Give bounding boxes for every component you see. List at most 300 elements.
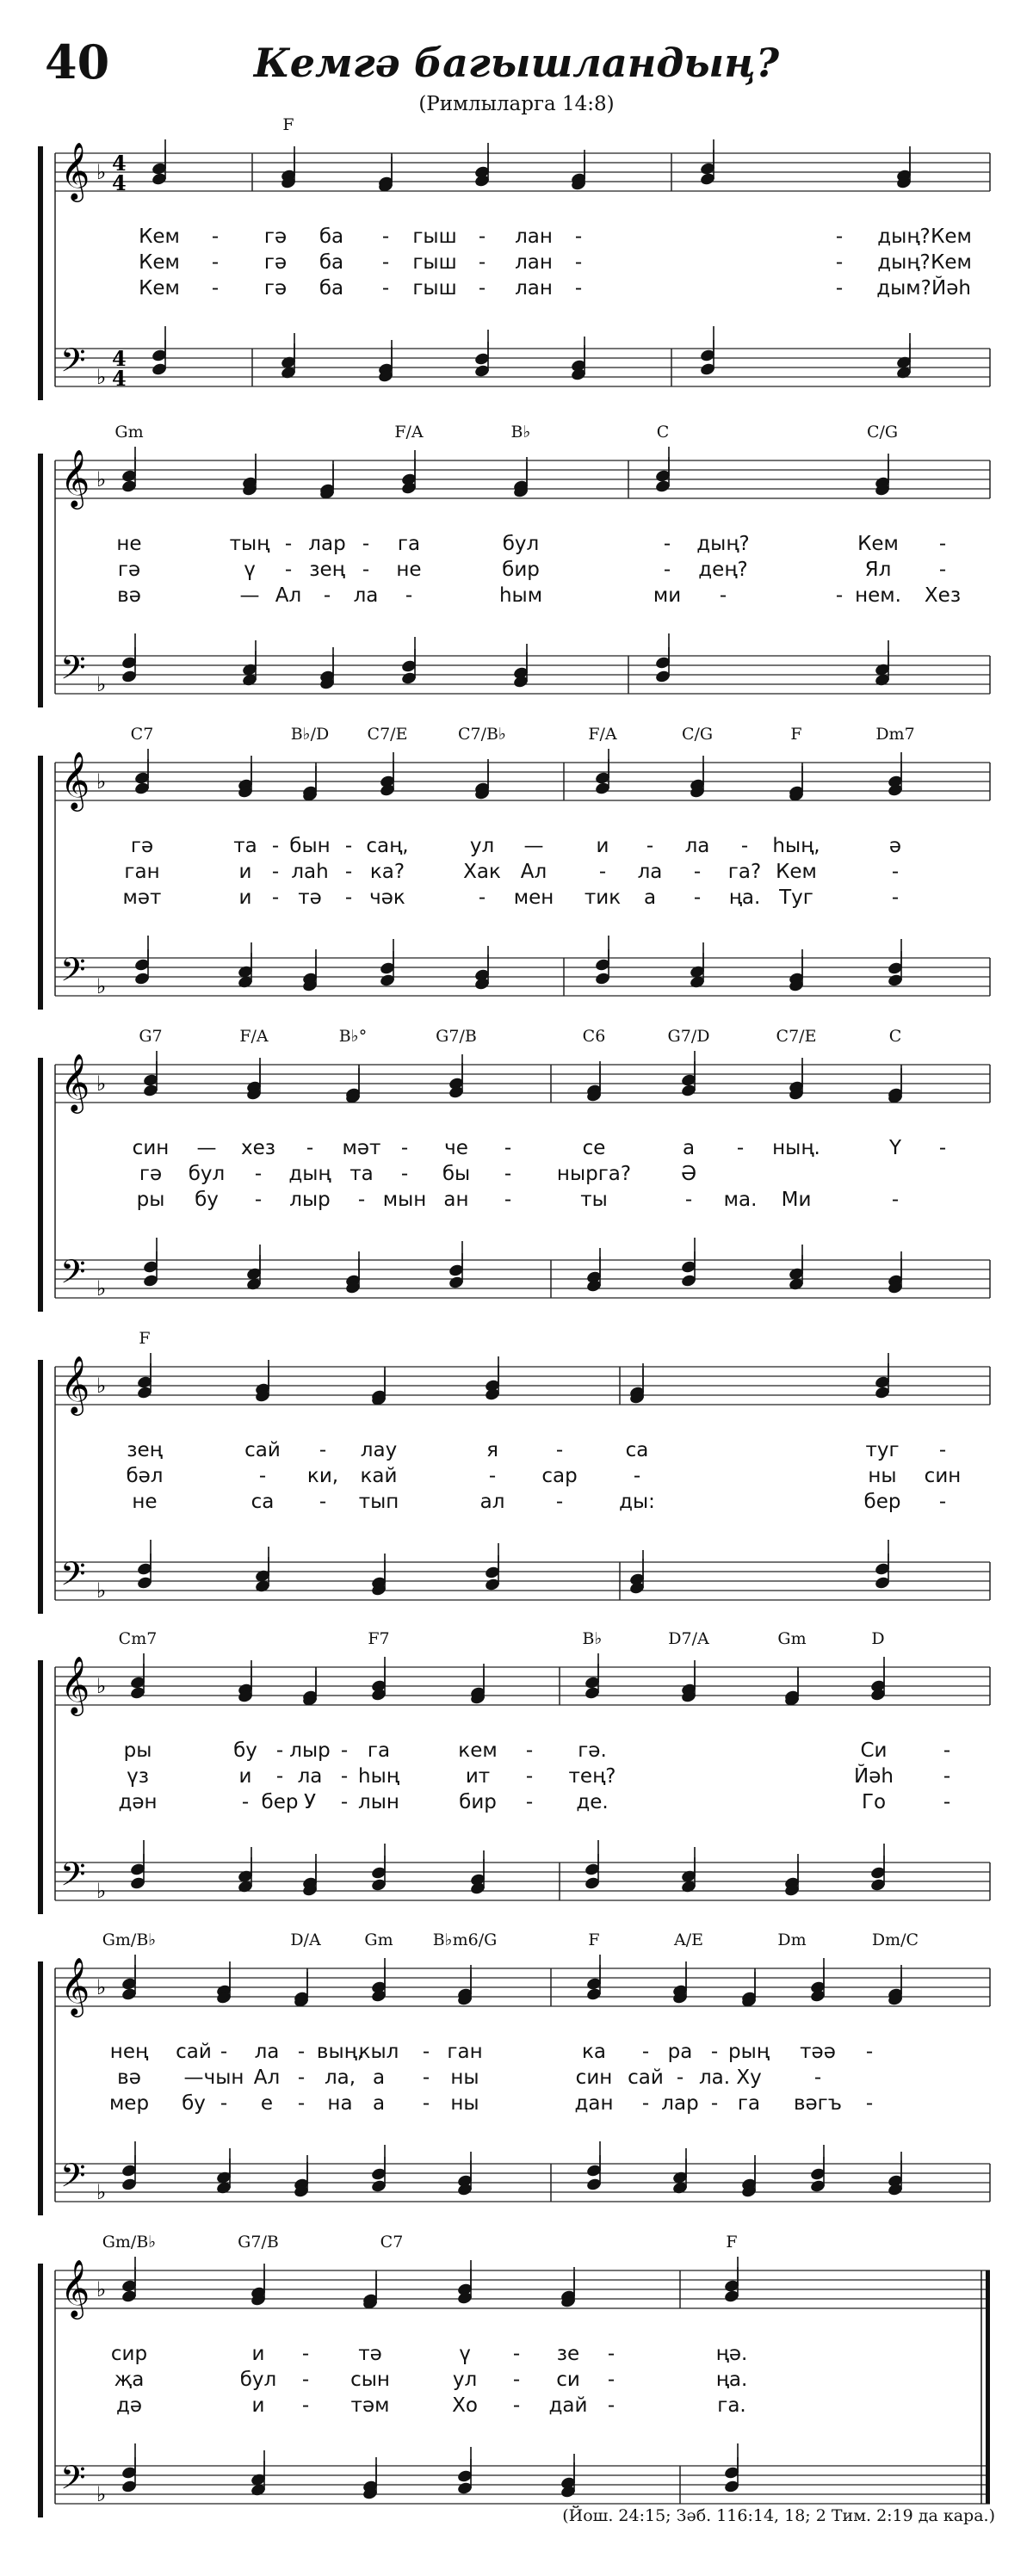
lyric-verse-1: га bbox=[367, 1739, 391, 1762]
chord-symbol: Gm/B♭ bbox=[102, 1930, 157, 1949]
lyric-verse-2: - bbox=[813, 2066, 822, 2089]
key-signature-flat-icon: ♭ bbox=[96, 2277, 107, 2301]
lyric-verse-3: тик bbox=[584, 886, 622, 909]
lyric-verse-3: - bbox=[891, 886, 900, 909]
lyric-verse-1: бын bbox=[289, 835, 331, 857]
lyric-verse-2: ны bbox=[450, 2066, 479, 2089]
lyric-verse-2: - bbox=[400, 1163, 409, 1185]
lyric-verse-3: га bbox=[737, 2092, 761, 2115]
lyric-verse-1: - bbox=[938, 1137, 947, 1159]
lyric-verse-2: Кем bbox=[139, 251, 180, 274]
lyric-verse-1: се bbox=[582, 1137, 606, 1159]
lyric-verse-3: мен bbox=[513, 886, 554, 909]
key-signature-flat-icon: ♭ bbox=[96, 365, 107, 389]
lyric-verse-3: - bbox=[525, 1791, 534, 1813]
lyric-verse-3: - bbox=[241, 1791, 250, 1813]
lyric-verse-1: не bbox=[116, 533, 142, 555]
lyric-verse-2: ла bbox=[637, 861, 663, 883]
lyric-verse-3: Туг bbox=[779, 886, 813, 909]
treble-clef-icon: 𝄞 bbox=[60, 141, 90, 200]
footer-references: (Йош. 24:15; Зәб. 116:14, 18; 2 Тим. 2:19 да кара.) bbox=[562, 2506, 995, 2525]
lyric-verse-1: - bbox=[400, 1137, 409, 1159]
key-signature-flat-icon: ♭ bbox=[96, 769, 107, 794]
key-signature-flat-icon: ♭ bbox=[96, 2180, 107, 2204]
lyric-verse-2: үз bbox=[127, 1765, 149, 1788]
lyric-verse-3: - bbox=[719, 584, 727, 607]
lyric-verse-3: - bbox=[684, 1189, 693, 1211]
lyric-verse-3: лын bbox=[358, 1791, 399, 1813]
lyric-verse-3: һым bbox=[498, 584, 543, 607]
lyric-verse-3: - bbox=[254, 1189, 263, 1211]
lyric-verse-1: са bbox=[625, 1439, 649, 1461]
lyric-verse-2: не bbox=[396, 559, 422, 581]
lyric-verse-2: зең bbox=[309, 559, 345, 581]
lyric-verse-3: Го bbox=[861, 1791, 887, 1813]
lyric-verse-3: - bbox=[504, 1189, 512, 1211]
lyric-verse-1: гә bbox=[130, 835, 154, 857]
lyric-verse-2: ла, bbox=[324, 2066, 356, 2089]
lyric-verse-2: син bbox=[924, 1465, 962, 1487]
key-signature-flat-icon: ♭ bbox=[96, 1072, 107, 1096]
lyric-verse-2: гыш bbox=[412, 251, 457, 274]
lyric-verse-2: - bbox=[301, 2369, 310, 2391]
lyric-verse-1: и bbox=[596, 835, 609, 857]
lyric-verse-1: - bbox=[211, 225, 220, 248]
lyric-verse-3: гә bbox=[263, 277, 288, 300]
lyric-verse-1: - bbox=[306, 1137, 314, 1159]
lyric-verse-1: сай bbox=[176, 2041, 212, 2063]
lyric-verse-3: - bbox=[693, 886, 702, 909]
lyric-verse-1: - bbox=[362, 533, 370, 555]
lyric-verse-3: тып bbox=[358, 1491, 399, 1513]
treble-clef-icon: 𝄞 bbox=[60, 1655, 90, 1714]
lyric-verse-3: мәт bbox=[122, 886, 162, 909]
chord-symbol: C/G bbox=[866, 423, 899, 442]
lyric-verse-2: дың bbox=[288, 1163, 331, 1185]
lyric-verse-3: - bbox=[381, 277, 390, 300]
lyric-verse-2: га? bbox=[727, 861, 762, 883]
lyric-verse-3: дан bbox=[574, 2092, 614, 2115]
lyric-verse-3: дән bbox=[118, 1791, 158, 1813]
key-signature-flat-icon: ♭ bbox=[96, 1975, 107, 1999]
system-brace bbox=[38, 1360, 43, 1614]
lyric-verse-1: - bbox=[736, 1137, 745, 1159]
chord-symbol: D bbox=[871, 1629, 885, 1648]
lyric-verse-3: га. bbox=[717, 2394, 746, 2417]
lyric-verse-1: - bbox=[865, 2041, 874, 2063]
lyric-verse-2: ки, bbox=[306, 1465, 339, 1487]
lyric-verse-3: Хез bbox=[924, 584, 962, 607]
lyric-verse-2: - bbox=[504, 1163, 512, 1185]
lyric-verse-1: - bbox=[301, 2343, 310, 2365]
lyric-verse-3: - bbox=[943, 1791, 951, 1813]
lyric-verse-1: - bbox=[641, 2041, 650, 2063]
lyric-verse-2: - bbox=[676, 2066, 684, 2089]
lyric-verse-2: вә bbox=[117, 2066, 141, 2089]
lyric-verse-1: - bbox=[297, 2041, 306, 2063]
chord-symbol: C bbox=[888, 1027, 902, 1046]
lyric-verse-3: бу bbox=[182, 2092, 206, 2115]
lyric-verse-1: лар bbox=[308, 533, 346, 555]
lyric-verse-3: бер bbox=[261, 1791, 299, 1813]
lyric-verse-2: гә bbox=[263, 251, 288, 274]
lyric-verse-2: - bbox=[512, 2369, 521, 2391]
system-brace bbox=[38, 1058, 43, 1312]
lyric-verse-1: тың bbox=[229, 533, 270, 555]
lyric-verse-3: а bbox=[372, 2092, 386, 2115]
lyric-verse-3: чәк bbox=[369, 886, 405, 909]
lyric-verse-2: Ял bbox=[864, 559, 892, 581]
key-signature-flat-icon: ♭ bbox=[96, 160, 107, 184]
chord-symbol: Gm bbox=[777, 1629, 807, 1648]
lyric-verse-1: - bbox=[525, 1739, 534, 1762]
lyric-verse-3: ңа. bbox=[728, 886, 761, 909]
lyric-verse-1: - bbox=[835, 225, 844, 248]
chord-symbol: A/E bbox=[674, 1930, 703, 1949]
key-signature-flat-icon: ♭ bbox=[96, 1374, 107, 1398]
lyric-verse-1: - bbox=[422, 2041, 430, 2063]
lyric-verse-2: - bbox=[340, 1765, 349, 1788]
lyric-verse-1: һың, bbox=[772, 835, 820, 857]
lyric-verse-3: бир bbox=[459, 1791, 497, 1813]
lyric-verse-1: рың bbox=[728, 2041, 770, 2063]
lyric-verse-1: - bbox=[344, 835, 353, 857]
lyric-verse-3: - bbox=[271, 886, 280, 909]
lyric-verse-1: - bbox=[512, 2343, 521, 2365]
lyric-verse-1: саң, bbox=[366, 835, 409, 857]
chord-symbol: Dm bbox=[777, 1930, 807, 1949]
lyric-verse-3: - bbox=[891, 1189, 900, 1211]
lyric-verse-2: бир bbox=[502, 559, 540, 581]
lyric-verse-1: лан bbox=[515, 225, 553, 248]
chord-symbol: C7/E bbox=[776, 1027, 817, 1046]
lyric-verse-2: бәл bbox=[126, 1465, 164, 1487]
lyric-verse-1: - bbox=[646, 835, 654, 857]
lyric-verse-1: туг bbox=[865, 1439, 900, 1461]
lyric-verse-1: - bbox=[284, 533, 293, 555]
lyric-verse-2: ны bbox=[868, 1465, 897, 1487]
lyric-verse-1: нең bbox=[109, 2041, 149, 2063]
system-brace bbox=[38, 454, 43, 707]
chord-symbol: F/A bbox=[394, 423, 424, 442]
bass-clef-icon: 𝄢 bbox=[60, 648, 86, 695]
lyric-verse-3: - bbox=[297, 2092, 306, 2115]
lyric-verse-1: - bbox=[271, 835, 280, 857]
lyric-verse-3: Ми bbox=[781, 1189, 812, 1211]
lyric-verse-2: нырга? bbox=[556, 1163, 632, 1185]
lyric-verse-1: - bbox=[319, 1439, 327, 1461]
lyric-verse-3: Йәһ bbox=[931, 277, 971, 300]
lyric-verse-2: — bbox=[183, 2066, 204, 2089]
lyric-verse-2: ган bbox=[124, 861, 160, 883]
lyric-verse-3: - bbox=[319, 1491, 327, 1513]
lyric-verse-3: тәм bbox=[350, 2394, 390, 2417]
lyric-verse-1: ңә. bbox=[715, 2343, 748, 2365]
treble-clef-icon: 𝄞 bbox=[60, 751, 90, 809]
lyric-verse-1: ра bbox=[667, 2041, 693, 2063]
lyric-verse-2: Кем bbox=[776, 861, 817, 883]
lyric-verse-3: ны bbox=[450, 2092, 479, 2115]
lyric-verse-2: бул bbox=[188, 1163, 226, 1185]
lyric-verse-2: а bbox=[372, 2066, 386, 2089]
lyric-verse-2: сар bbox=[541, 1465, 578, 1487]
lyric-verse-3: - bbox=[323, 584, 331, 607]
lyric-verse-2: Кем bbox=[931, 251, 972, 274]
time-signature-numerator: 4 bbox=[112, 151, 127, 176]
chord-symbol: G7/B bbox=[238, 2233, 279, 2252]
lyric-verse-1: - bbox=[607, 2343, 615, 2365]
lyric-verse-2: - bbox=[891, 861, 900, 883]
chord-symbol: B♭m6/G bbox=[432, 1930, 498, 1949]
lyric-verse-3: ма. bbox=[723, 1189, 758, 1211]
lyric-verse-3: - bbox=[865, 2092, 874, 2115]
lyric-verse-1: — bbox=[523, 835, 544, 857]
lyric-verse-3: - bbox=[710, 2092, 719, 2115]
lyric-verse-2: - bbox=[693, 861, 702, 883]
bass-clef-icon: 𝄢 bbox=[60, 1855, 86, 1901]
chord-symbol: Gm bbox=[114, 423, 144, 442]
lyric-verse-2: дың? bbox=[877, 251, 931, 274]
lyric-verse-2: тең? bbox=[568, 1765, 616, 1788]
lyric-verse-3: гыш bbox=[412, 277, 457, 300]
chord-symbol: C7/B♭ bbox=[458, 725, 506, 744]
lyric-verse-1: а bbox=[682, 1137, 696, 1159]
chord-symbol: F/A bbox=[588, 725, 617, 744]
lyric-verse-3: мер bbox=[108, 2092, 150, 2115]
lyric-verse-3: ал bbox=[479, 1491, 505, 1513]
lyric-verse-3: са bbox=[251, 1491, 275, 1513]
treble-clef-icon: 𝄞 bbox=[60, 2258, 90, 2317]
lyric-verse-3: лан bbox=[515, 277, 553, 300]
lyric-verse-2: дең? bbox=[698, 559, 748, 581]
lyric-verse-1: Кем bbox=[857, 533, 899, 555]
scripture-reference: (Римлыларга 14:8) bbox=[418, 93, 615, 115]
lyric-verse-3: ба bbox=[319, 277, 344, 300]
chord-symbol: Dm/C bbox=[871, 1930, 919, 1949]
lyric-verse-2: Ә bbox=[680, 1163, 697, 1185]
lyric-verse-3: ты bbox=[580, 1189, 608, 1211]
lyric-verse-2: и bbox=[238, 1765, 252, 1788]
lyric-verse-3: - bbox=[211, 277, 220, 300]
time-signature-denominator: 4 bbox=[112, 170, 127, 195]
hymn-title: Кемгә багышландың? bbox=[253, 40, 780, 86]
lyric-verse-2: Ал bbox=[253, 2066, 281, 2089]
lyric-verse-3: - bbox=[607, 2394, 615, 2417]
lyric-verse-1: че bbox=[444, 1137, 468, 1159]
chord-symbol: Cm7 bbox=[118, 1629, 158, 1648]
lyric-verse-3: дым? bbox=[876, 277, 931, 300]
chord-symbol: G7/D bbox=[667, 1027, 710, 1046]
lyric-verse-3: дә bbox=[115, 2394, 143, 2417]
lyric-verse-3: тә bbox=[298, 886, 322, 909]
lyric-verse-3: - bbox=[835, 584, 844, 607]
lyric-verse-2: Хак bbox=[463, 861, 501, 883]
lyric-verse-1: я bbox=[486, 1439, 498, 1461]
lyric-verse-3: нем. bbox=[855, 584, 901, 607]
lyric-verse-1: та bbox=[233, 835, 257, 857]
lyric-verse-2: - bbox=[275, 1765, 284, 1788]
chord-symbol: B♭° bbox=[338, 1027, 368, 1046]
chord-symbol: C bbox=[656, 423, 670, 442]
bass-clef-icon: 𝄢 bbox=[60, 1252, 86, 1299]
chord-symbol: C7/E bbox=[367, 725, 408, 744]
lyric-verse-2: - bbox=[344, 861, 353, 883]
lyric-verse-2: ү bbox=[244, 559, 256, 581]
lyric-verse-1: ү bbox=[459, 2343, 471, 2365]
lyric-verse-2: кай bbox=[360, 1465, 398, 1487]
bass-clef-icon: 𝄢 bbox=[60, 1554, 86, 1601]
bass-clef-icon: 𝄢 bbox=[60, 950, 86, 997]
lyric-verse-1: - bbox=[710, 2041, 719, 2063]
lyric-verse-1: лау bbox=[360, 1439, 398, 1461]
lyric-verse-1: Кем bbox=[139, 225, 180, 248]
chord-symbol: B♭ bbox=[510, 423, 531, 442]
lyric-verse-3: - bbox=[512, 2394, 521, 2417]
bass-clef-icon: 𝄢 bbox=[60, 2156, 86, 2202]
treble-clef-icon: 𝄞 bbox=[60, 1053, 90, 1111]
lyric-verse-2: һың bbox=[358, 1765, 399, 1788]
lyric-verse-3: а bbox=[643, 886, 657, 909]
lyric-verse-3: е bbox=[260, 2092, 274, 2115]
lyric-verse-2: - bbox=[258, 1465, 267, 1487]
lyric-verse-3: бу bbox=[195, 1189, 219, 1211]
lyric-verse-1: - bbox=[938, 533, 947, 555]
lyric-verse-2: и bbox=[238, 861, 252, 883]
lyric-verse-2: - bbox=[271, 861, 280, 883]
lyric-verse-1: тәә bbox=[800, 2041, 836, 2063]
lyric-verse-3: ми bbox=[653, 584, 682, 607]
chord-symbol: C7 bbox=[130, 725, 154, 744]
lyric-verse-3: - bbox=[938, 1491, 947, 1513]
system-brace bbox=[38, 1961, 43, 2215]
lyric-verse-2: - bbox=[938, 559, 947, 581]
lyric-verse-3: не bbox=[132, 1491, 158, 1513]
lyric-verse-1: ул bbox=[469, 835, 495, 857]
lyric-verse-2: Ал bbox=[520, 861, 547, 883]
lyric-verse-2: та bbox=[349, 1163, 374, 1185]
lyric-verse-2: - bbox=[297, 2066, 306, 2089]
lyric-verse-2: чын bbox=[203, 2066, 244, 2089]
system-brace bbox=[38, 146, 43, 400]
lyric-verse-1: - bbox=[574, 225, 583, 248]
lyric-verse-1: - bbox=[504, 1137, 512, 1159]
lyric-verse-3: - bbox=[405, 584, 413, 607]
lyric-verse-2: бы bbox=[442, 1163, 471, 1185]
lyric-verse-2: син bbox=[575, 2066, 613, 2089]
lyric-verse-2: ла. bbox=[698, 2066, 731, 2089]
key-signature-flat-icon: ♭ bbox=[96, 1879, 107, 1903]
lyric-verse-3: - bbox=[574, 277, 583, 300]
time-signature-numerator: 4 bbox=[112, 346, 127, 371]
lyric-verse-2: ба bbox=[319, 251, 344, 274]
key-signature-flat-icon: ♭ bbox=[96, 672, 107, 696]
lyric-verse-3: - bbox=[220, 2092, 228, 2115]
chord-symbol: F bbox=[282, 115, 294, 134]
lyric-verse-2: гә bbox=[139, 1163, 163, 1185]
lyric-verse-1: - bbox=[663, 533, 671, 555]
time-signature-denominator: 4 bbox=[112, 366, 127, 391]
lyric-verse-2: - bbox=[422, 2066, 430, 2089]
lyric-verse-1: син bbox=[132, 1137, 170, 1159]
lyric-verse-1: гыш bbox=[412, 225, 457, 248]
lyric-verse-3: Ал bbox=[275, 584, 302, 607]
lyric-verse-1: тә bbox=[358, 2343, 382, 2365]
treble-clef-icon: 𝄞 bbox=[60, 1956, 90, 2015]
lyric-verse-1: гә bbox=[263, 225, 288, 248]
lyric-verse-2: - bbox=[478, 251, 486, 274]
chord-symbol: B♭/D bbox=[290, 725, 330, 744]
lyric-verse-3: бер bbox=[863, 1491, 901, 1513]
lyric-verse-2: Йәһ bbox=[854, 1765, 894, 1788]
lyric-verse-3: ан bbox=[443, 1189, 469, 1211]
lyric-verse-3: ды: bbox=[619, 1491, 655, 1513]
lyric-verse-2: сын bbox=[350, 2369, 390, 2391]
lyric-verse-1: Кем bbox=[931, 225, 972, 248]
lyric-verse-1: ла bbox=[254, 2041, 280, 2063]
lyric-verse-3: - bbox=[344, 886, 353, 909]
lyric-verse-1: ла bbox=[684, 835, 710, 857]
key-signature-flat-icon: ♭ bbox=[96, 1578, 107, 1603]
hymn-number: 40 bbox=[45, 34, 110, 90]
lyric-verse-3: и bbox=[238, 886, 252, 909]
lyric-verse-1: зе bbox=[556, 2343, 580, 2365]
lyric-verse-3: вә bbox=[117, 584, 141, 607]
lyric-verse-1: - bbox=[943, 1739, 951, 1762]
lyric-verse-1: зең bbox=[127, 1439, 163, 1461]
lyric-verse-1: кем bbox=[458, 1739, 498, 1762]
lyric-verse-2: - bbox=[254, 1163, 263, 1185]
lyric-verse-3: де. bbox=[576, 1791, 609, 1813]
lyric-verse-3: — bbox=[239, 584, 260, 607]
lyric-verse-1: Ү bbox=[888, 1137, 902, 1159]
lyric-verse-1: Си bbox=[860, 1739, 888, 1762]
lyric-verse-1: - bbox=[478, 225, 486, 248]
lyric-verse-2: - bbox=[633, 1465, 641, 1487]
lyric-verse-1: ган bbox=[447, 2041, 483, 2063]
lyric-verse-1: дың? bbox=[877, 225, 931, 248]
key-signature-flat-icon: ♭ bbox=[96, 1276, 107, 1300]
lyric-verse-1: сир bbox=[110, 2343, 148, 2365]
lyric-verse-1: га bbox=[397, 533, 421, 555]
lyric-verse-2: - bbox=[284, 559, 293, 581]
lyric-verse-1: бул bbox=[502, 533, 540, 555]
lyric-verse-2: - bbox=[362, 559, 370, 581]
lyric-verse-3: - bbox=[301, 2394, 310, 2417]
lyric-verse-2: Ху bbox=[736, 2066, 762, 2089]
lyric-verse-1: бу bbox=[233, 1739, 257, 1762]
treble-clef-icon: 𝄞 bbox=[60, 1355, 90, 1413]
chord-symbol: F bbox=[139, 1329, 151, 1348]
lyric-verse-2: - bbox=[525, 1765, 534, 1788]
lyric-verse-2: гә bbox=[117, 559, 141, 581]
lyric-verse-1: вың, bbox=[316, 2041, 364, 2063]
lyric-verse-3: У bbox=[303, 1791, 317, 1813]
chord-symbol: G7/B bbox=[436, 1027, 477, 1046]
lyric-verse-3: ры bbox=[136, 1189, 165, 1211]
lyric-verse-1: и bbox=[251, 2343, 265, 2365]
chord-symbol: C/G bbox=[681, 725, 714, 744]
key-signature-flat-icon: ♭ bbox=[96, 467, 107, 491]
lyric-verse-3: лыр bbox=[289, 1189, 331, 1211]
system-brace bbox=[38, 2264, 43, 2517]
lyric-verse-2: си bbox=[556, 2369, 580, 2391]
lyric-verse-3: - bbox=[478, 277, 486, 300]
bass-clef-icon: 𝄢 bbox=[60, 341, 86, 387]
chord-symbol: G7 bbox=[139, 1027, 163, 1046]
lyric-verse-3: дай bbox=[548, 2394, 588, 2417]
lyric-verse-3: - bbox=[422, 2092, 430, 2115]
lyric-verse-1: - bbox=[220, 2041, 228, 2063]
